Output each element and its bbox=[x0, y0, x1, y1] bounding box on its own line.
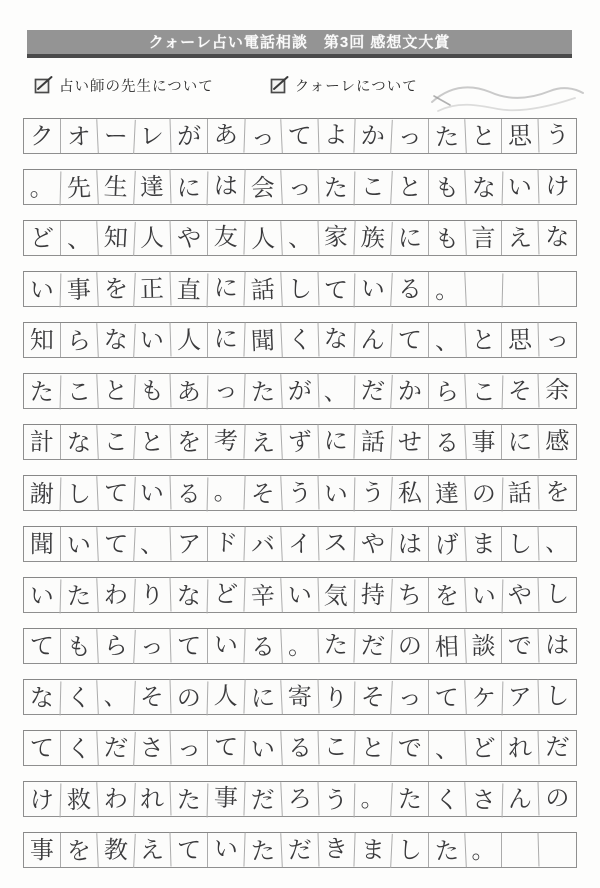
manuscript-cell: を bbox=[60, 833, 98, 869]
manuscript-cell: 聞 bbox=[244, 323, 282, 359]
manuscript-cell: ず bbox=[281, 424, 319, 459]
manuscript-cell: わ bbox=[97, 577, 135, 613]
manuscript-cell: オ bbox=[60, 119, 98, 155]
manuscript-cell: ま bbox=[354, 832, 392, 868]
manuscript-cell: ス bbox=[318, 525, 356, 560]
manuscript-cell: や bbox=[502, 577, 540, 612]
manuscript-cell bbox=[539, 831, 577, 866]
manuscript-cell: か bbox=[392, 374, 429, 408]
manuscript-cell: も bbox=[134, 373, 172, 408]
manuscript-cell: 人 bbox=[171, 323, 208, 357]
manuscript-cell: る bbox=[392, 272, 429, 306]
manuscript-cell: 人 bbox=[134, 220, 172, 255]
manuscript-cell: し bbox=[281, 271, 319, 306]
manuscript-cell: 。 bbox=[281, 628, 319, 663]
manuscript-cell: の bbox=[465, 477, 503, 512]
manuscript-cell: て bbox=[318, 273, 356, 308]
manuscript-cell: ど bbox=[466, 731, 503, 765]
manuscript-cell: な bbox=[60, 425, 98, 461]
manuscript-cell: 、 bbox=[60, 221, 98, 257]
manuscript-cell: て bbox=[281, 118, 319, 153]
manuscript-cell: っ bbox=[392, 119, 429, 153]
manuscript-cell bbox=[502, 271, 540, 306]
manuscript-cell: イ bbox=[281, 526, 319, 561]
manuscript-cell: も bbox=[428, 170, 466, 206]
manuscript-cell: 救 bbox=[60, 782, 98, 818]
manuscript-cell: を bbox=[97, 271, 135, 307]
manuscript-cell: ど bbox=[207, 576, 245, 611]
manuscript-cell: せ bbox=[392, 425, 429, 459]
manuscript-cell: ア bbox=[502, 679, 540, 714]
manuscript-row bbox=[23, 373, 577, 409]
manuscript-cell: 私 bbox=[392, 476, 429, 510]
checked-box-icon bbox=[270, 75, 289, 95]
manuscript-cell: た bbox=[428, 833, 466, 869]
manuscript-cell: ま bbox=[466, 527, 503, 561]
manuscript-cell: 先 bbox=[60, 170, 98, 206]
manuscript-cell: ち bbox=[392, 578, 429, 612]
manuscript-cell: っ bbox=[244, 119, 282, 155]
manuscript-cell: て bbox=[24, 629, 61, 663]
manuscript-cell: る bbox=[171, 477, 209, 512]
manuscript-cell: っ bbox=[171, 731, 208, 765]
manuscript-cell: た bbox=[24, 375, 62, 410]
manuscript-cell: 、 bbox=[134, 526, 172, 561]
manuscript-cell: さ bbox=[134, 730, 172, 765]
manuscript-cell: 謝 bbox=[24, 477, 62, 512]
manuscript-cell: 。 bbox=[354, 781, 392, 817]
manuscript-cell: を bbox=[171, 425, 208, 459]
manuscript-cell: 話 bbox=[354, 424, 392, 460]
form-title-bar: クォーレ占い電話相談 第3回 感想文大賞 bbox=[27, 30, 572, 58]
manuscript-cell: 相 bbox=[428, 629, 466, 665]
manuscript-cell bbox=[539, 270, 577, 305]
manuscript-cell: だ bbox=[545, 732, 571, 762]
manuscript-cell: で bbox=[502, 628, 540, 663]
manuscript-cell: た bbox=[244, 374, 282, 410]
manuscript-cell: ア bbox=[171, 527, 208, 561]
manuscript-cell: て bbox=[392, 323, 429, 357]
manuscript-row bbox=[23, 781, 577, 817]
manuscript-cell: う bbox=[318, 783, 356, 818]
manuscript-cell: や bbox=[354, 526, 392, 562]
manuscript-cell: そ bbox=[244, 476, 282, 512]
manuscript-cell: て bbox=[171, 833, 208, 867]
checkbox-item-quole bbox=[270, 75, 418, 96]
manuscript-cell: 、 bbox=[281, 220, 319, 255]
manuscript-cell: い bbox=[207, 831, 245, 866]
manuscript-cell: 思 bbox=[502, 322, 540, 357]
manuscript-cell: る bbox=[428, 425, 466, 461]
manuscript-cell: こ bbox=[60, 374, 98, 410]
manuscript-cell: ら bbox=[97, 628, 135, 664]
manuscript-cell: に bbox=[392, 221, 429, 255]
manuscript-cell: 家 bbox=[318, 219, 356, 254]
manuscript-cell: い bbox=[281, 577, 319, 612]
manuscript-cell: と bbox=[392, 170, 429, 204]
manuscript-cell: 辛 bbox=[244, 578, 282, 614]
manuscript-cell: 教 bbox=[97, 832, 135, 868]
manuscript-cell: え bbox=[134, 832, 172, 867]
manuscript-cell: け bbox=[545, 171, 571, 201]
manuscript-cell: 考 bbox=[207, 423, 245, 458]
manuscript-cell: 気 bbox=[318, 579, 356, 614]
manuscript-cell: レ bbox=[134, 118, 172, 153]
manuscript-cell: な bbox=[318, 321, 356, 356]
manuscript-cell: く bbox=[428, 782, 466, 818]
manuscript-cell: い bbox=[134, 322, 172, 357]
manuscript-cell: い bbox=[318, 477, 356, 512]
manuscript-row bbox=[23, 118, 577, 154]
manuscript-cell: は bbox=[392, 527, 429, 561]
manuscript-cell: し bbox=[392, 833, 429, 867]
manuscript-cell: が bbox=[281, 373, 319, 408]
manuscript-cell: あ bbox=[207, 117, 245, 152]
manuscript-cell: さ bbox=[465, 783, 503, 818]
manuscript-cell: 余 bbox=[545, 375, 571, 405]
manuscript-cell: 計 bbox=[24, 425, 61, 459]
manuscript-cell: る bbox=[244, 629, 282, 665]
manuscript-cell: こ bbox=[97, 424, 135, 460]
manuscript-row bbox=[23, 679, 577, 715]
manuscript-cell: げ bbox=[428, 527, 466, 563]
manuscript-cell: こ bbox=[354, 169, 392, 205]
manuscript-cell bbox=[502, 832, 540, 867]
manuscript-cell: う bbox=[354, 475, 392, 511]
manuscript-cell: け bbox=[24, 783, 62, 818]
manuscript-grid bbox=[23, 118, 577, 883]
manuscript-cell: 話 bbox=[244, 272, 282, 308]
manuscript-cell: し bbox=[545, 681, 571, 711]
manuscript-cell: 人 bbox=[207, 678, 245, 713]
manuscript-cell: て bbox=[97, 475, 135, 511]
checkbox-label-fortune-teller: 占い師の先生について bbox=[59, 78, 214, 95]
manuscript-cell: に bbox=[502, 424, 540, 459]
manuscript-cell: ケ bbox=[465, 681, 503, 716]
manuscript-cell: に bbox=[207, 270, 245, 305]
manuscript-cell: 友 bbox=[207, 219, 245, 254]
manuscript-row bbox=[23, 424, 577, 460]
manuscript-cell: 言 bbox=[466, 221, 503, 255]
manuscript-cell: て bbox=[207, 729, 245, 764]
manuscript-cell: し bbox=[545, 579, 571, 609]
manuscript-cell: こ bbox=[318, 729, 356, 764]
manuscript-row bbox=[23, 220, 577, 256]
manuscript-cell: と bbox=[354, 730, 392, 766]
manuscript-cell: を bbox=[428, 578, 466, 614]
manuscript-cell: な bbox=[24, 681, 62, 716]
manuscript-cell: を bbox=[545, 477, 571, 507]
manuscript-cell: ど bbox=[24, 221, 61, 255]
manuscript-cell: な bbox=[545, 222, 571, 252]
manuscript-cell: に bbox=[318, 423, 356, 458]
manuscript-cell: う bbox=[545, 120, 571, 150]
manuscript-cell: ク bbox=[24, 119, 61, 153]
manuscript-cell: わ bbox=[97, 781, 135, 817]
manuscript-cell: っ bbox=[207, 372, 245, 407]
manuscript-cell: な bbox=[97, 322, 135, 358]
manuscript-cell: は bbox=[545, 630, 571, 660]
manuscript-cell: し bbox=[60, 476, 98, 512]
manuscript-cell: て bbox=[24, 731, 61, 765]
manuscript-cell: ろ bbox=[281, 781, 319, 816]
manuscript-cell: ん bbox=[354, 322, 392, 358]
manuscript-cell: に bbox=[171, 171, 209, 206]
manuscript-cell: っ bbox=[134, 628, 172, 663]
manuscript-cell: た bbox=[318, 627, 356, 662]
manuscript-cell: に bbox=[207, 321, 245, 356]
manuscript-cell: 事 bbox=[24, 833, 61, 867]
manuscript-cell: た bbox=[318, 171, 356, 206]
manuscript-cell: 生 bbox=[97, 169, 135, 205]
manuscript-cell: う bbox=[281, 475, 319, 510]
manuscript-cell: が bbox=[171, 119, 208, 153]
manuscript-cell: 人 bbox=[244, 221, 282, 257]
manuscript-cell: や bbox=[171, 221, 208, 255]
manuscript-cell: く bbox=[60, 731, 98, 767]
manuscript-cell: え bbox=[502, 220, 540, 255]
manuscript-cell: そ bbox=[502, 373, 540, 408]
manuscript-cell: い bbox=[207, 627, 245, 662]
manuscript-row bbox=[23, 271, 577, 307]
manuscript-cell: ら bbox=[60, 323, 98, 359]
pencil-scribble bbox=[418, 76, 593, 124]
manuscript-cell: バ bbox=[244, 527, 282, 563]
manuscript-cell: と bbox=[97, 373, 135, 409]
manuscript-cell: 事 bbox=[207, 780, 245, 815]
manuscript-cell: 持 bbox=[354, 577, 392, 613]
manuscript-cell: て bbox=[171, 629, 208, 663]
manuscript-cell: な bbox=[171, 579, 209, 614]
manuscript-cell: か bbox=[354, 118, 392, 154]
manuscript-cell: て bbox=[97, 526, 135, 562]
manuscript-cell: き bbox=[318, 831, 356, 866]
manuscript-cell: も bbox=[428, 221, 466, 257]
manuscript-cell: 。 bbox=[466, 833, 503, 867]
manuscript-cell: 直 bbox=[171, 273, 209, 308]
manuscript-cell: た bbox=[171, 783, 209, 818]
manuscript-cell: と bbox=[134, 424, 172, 459]
manuscript-cell: こ bbox=[465, 375, 503, 410]
manuscript-cell: っ bbox=[392, 680, 429, 714]
manuscript-cell: 達 bbox=[428, 476, 466, 512]
manuscript-row bbox=[23, 322, 577, 358]
manuscript-cell: 、 bbox=[318, 375, 356, 410]
manuscript-cell: 正 bbox=[134, 271, 172, 306]
manuscript-cell: れ bbox=[502, 730, 540, 765]
manuscript-cell: く bbox=[60, 680, 98, 716]
manuscript-cell: 知 bbox=[24, 323, 61, 357]
manuscript-cell: ー bbox=[97, 118, 135, 154]
manuscript-cell: の bbox=[171, 681, 209, 716]
manuscript-cell: 、 bbox=[428, 731, 466, 767]
manuscript-row bbox=[23, 730, 577, 766]
manuscript-cell: あ bbox=[171, 375, 209, 410]
manuscript-cell: 寄 bbox=[281, 679, 319, 714]
manuscript-cell: 会 bbox=[244, 170, 282, 206]
manuscript-cell: っ bbox=[545, 324, 571, 354]
manuscript-cell: い bbox=[465, 579, 503, 614]
manuscript-cell: 事 bbox=[60, 272, 98, 308]
manuscript-cell: だ bbox=[281, 832, 319, 867]
manuscript-cell: 、 bbox=[97, 679, 135, 715]
manuscript-cell: い bbox=[24, 579, 62, 614]
manuscript-cell bbox=[465, 273, 503, 308]
manuscript-cell: し bbox=[502, 526, 540, 561]
manuscript-cell: 感 bbox=[545, 426, 571, 456]
manuscript-cell: だ bbox=[354, 628, 392, 664]
manuscript-cell: い bbox=[354, 271, 392, 307]
manuscript-cell: だ bbox=[97, 730, 135, 766]
manuscript-cell: る bbox=[281, 730, 319, 765]
manuscript-cell: り bbox=[134, 577, 172, 612]
checkbox-item-fortune-teller bbox=[34, 75, 214, 96]
manuscript-cell: れ bbox=[134, 781, 172, 816]
manuscript-cell: の bbox=[392, 629, 429, 663]
manuscript-cell: 思 bbox=[502, 118, 540, 153]
manuscript-cell: 族 bbox=[354, 220, 392, 256]
manuscript-cell: と bbox=[466, 119, 503, 153]
manuscript-cell: と bbox=[466, 323, 503, 357]
manuscript-cell: よ bbox=[318, 117, 356, 152]
manuscript-row bbox=[23, 475, 577, 511]
manuscript-cell: い bbox=[24, 273, 62, 308]
manuscript-cell: の bbox=[545, 783, 571, 813]
manuscript-cell: く bbox=[281, 322, 319, 357]
manuscript-cell: 知 bbox=[97, 220, 135, 256]
manuscript-cell: 達 bbox=[134, 169, 172, 204]
manuscript-row bbox=[23, 628, 577, 664]
checked-box-icon bbox=[34, 75, 53, 95]
manuscript-cell: 聞 bbox=[24, 527, 61, 561]
manuscript-cell: 。 bbox=[24, 171, 62, 206]
manuscript-cell: 。 bbox=[428, 272, 466, 308]
manuscript-cell: ド bbox=[207, 525, 245, 560]
manuscript-cell: で bbox=[392, 731, 429, 765]
manuscript-cell: い bbox=[60, 527, 98, 563]
manuscript-cell: っ bbox=[281, 169, 319, 204]
manuscript-cell: 、 bbox=[545, 528, 571, 558]
manuscript-cell: は bbox=[207, 168, 245, 203]
manuscript-cell: だ bbox=[244, 782, 282, 818]
manuscript-row bbox=[23, 832, 577, 868]
manuscript-cell: い bbox=[244, 731, 282, 767]
checkbox-label-quole: クォーレについて bbox=[294, 78, 418, 95]
manuscript-cell: い bbox=[134, 475, 172, 510]
manuscript-cell: た bbox=[60, 578, 98, 614]
manuscript-cell: ん bbox=[502, 781, 540, 816]
manuscript-cell: 談 bbox=[466, 629, 503, 663]
manuscript-cell: 、 bbox=[428, 323, 466, 359]
manuscript-cell: ら bbox=[428, 374, 466, 410]
manuscript-cell: だ bbox=[354, 373, 392, 409]
manuscript-cell: 話 bbox=[502, 475, 540, 510]
manuscript-row bbox=[23, 577, 577, 613]
manuscript-cell: え bbox=[244, 425, 282, 461]
manuscript-row bbox=[23, 169, 577, 205]
manuscript-cell: そ bbox=[354, 679, 392, 715]
manuscript-cell: た bbox=[392, 782, 429, 816]
manuscript-cell: も bbox=[60, 629, 98, 665]
manuscript-cell: 。 bbox=[207, 474, 245, 509]
manuscript-cell: 事 bbox=[466, 425, 503, 459]
manuscript-row bbox=[23, 526, 577, 562]
manuscript-cell: な bbox=[465, 171, 503, 206]
manuscript-cell: た bbox=[244, 833, 282, 869]
manuscript-cell: て bbox=[428, 680, 466, 716]
manuscript-cell: た bbox=[428, 119, 466, 155]
manuscript-cell: り bbox=[318, 681, 356, 716]
manuscript-cell: い bbox=[502, 169, 540, 204]
manuscript-cell: そ bbox=[134, 679, 172, 714]
manuscript-cell: に bbox=[244, 680, 282, 716]
